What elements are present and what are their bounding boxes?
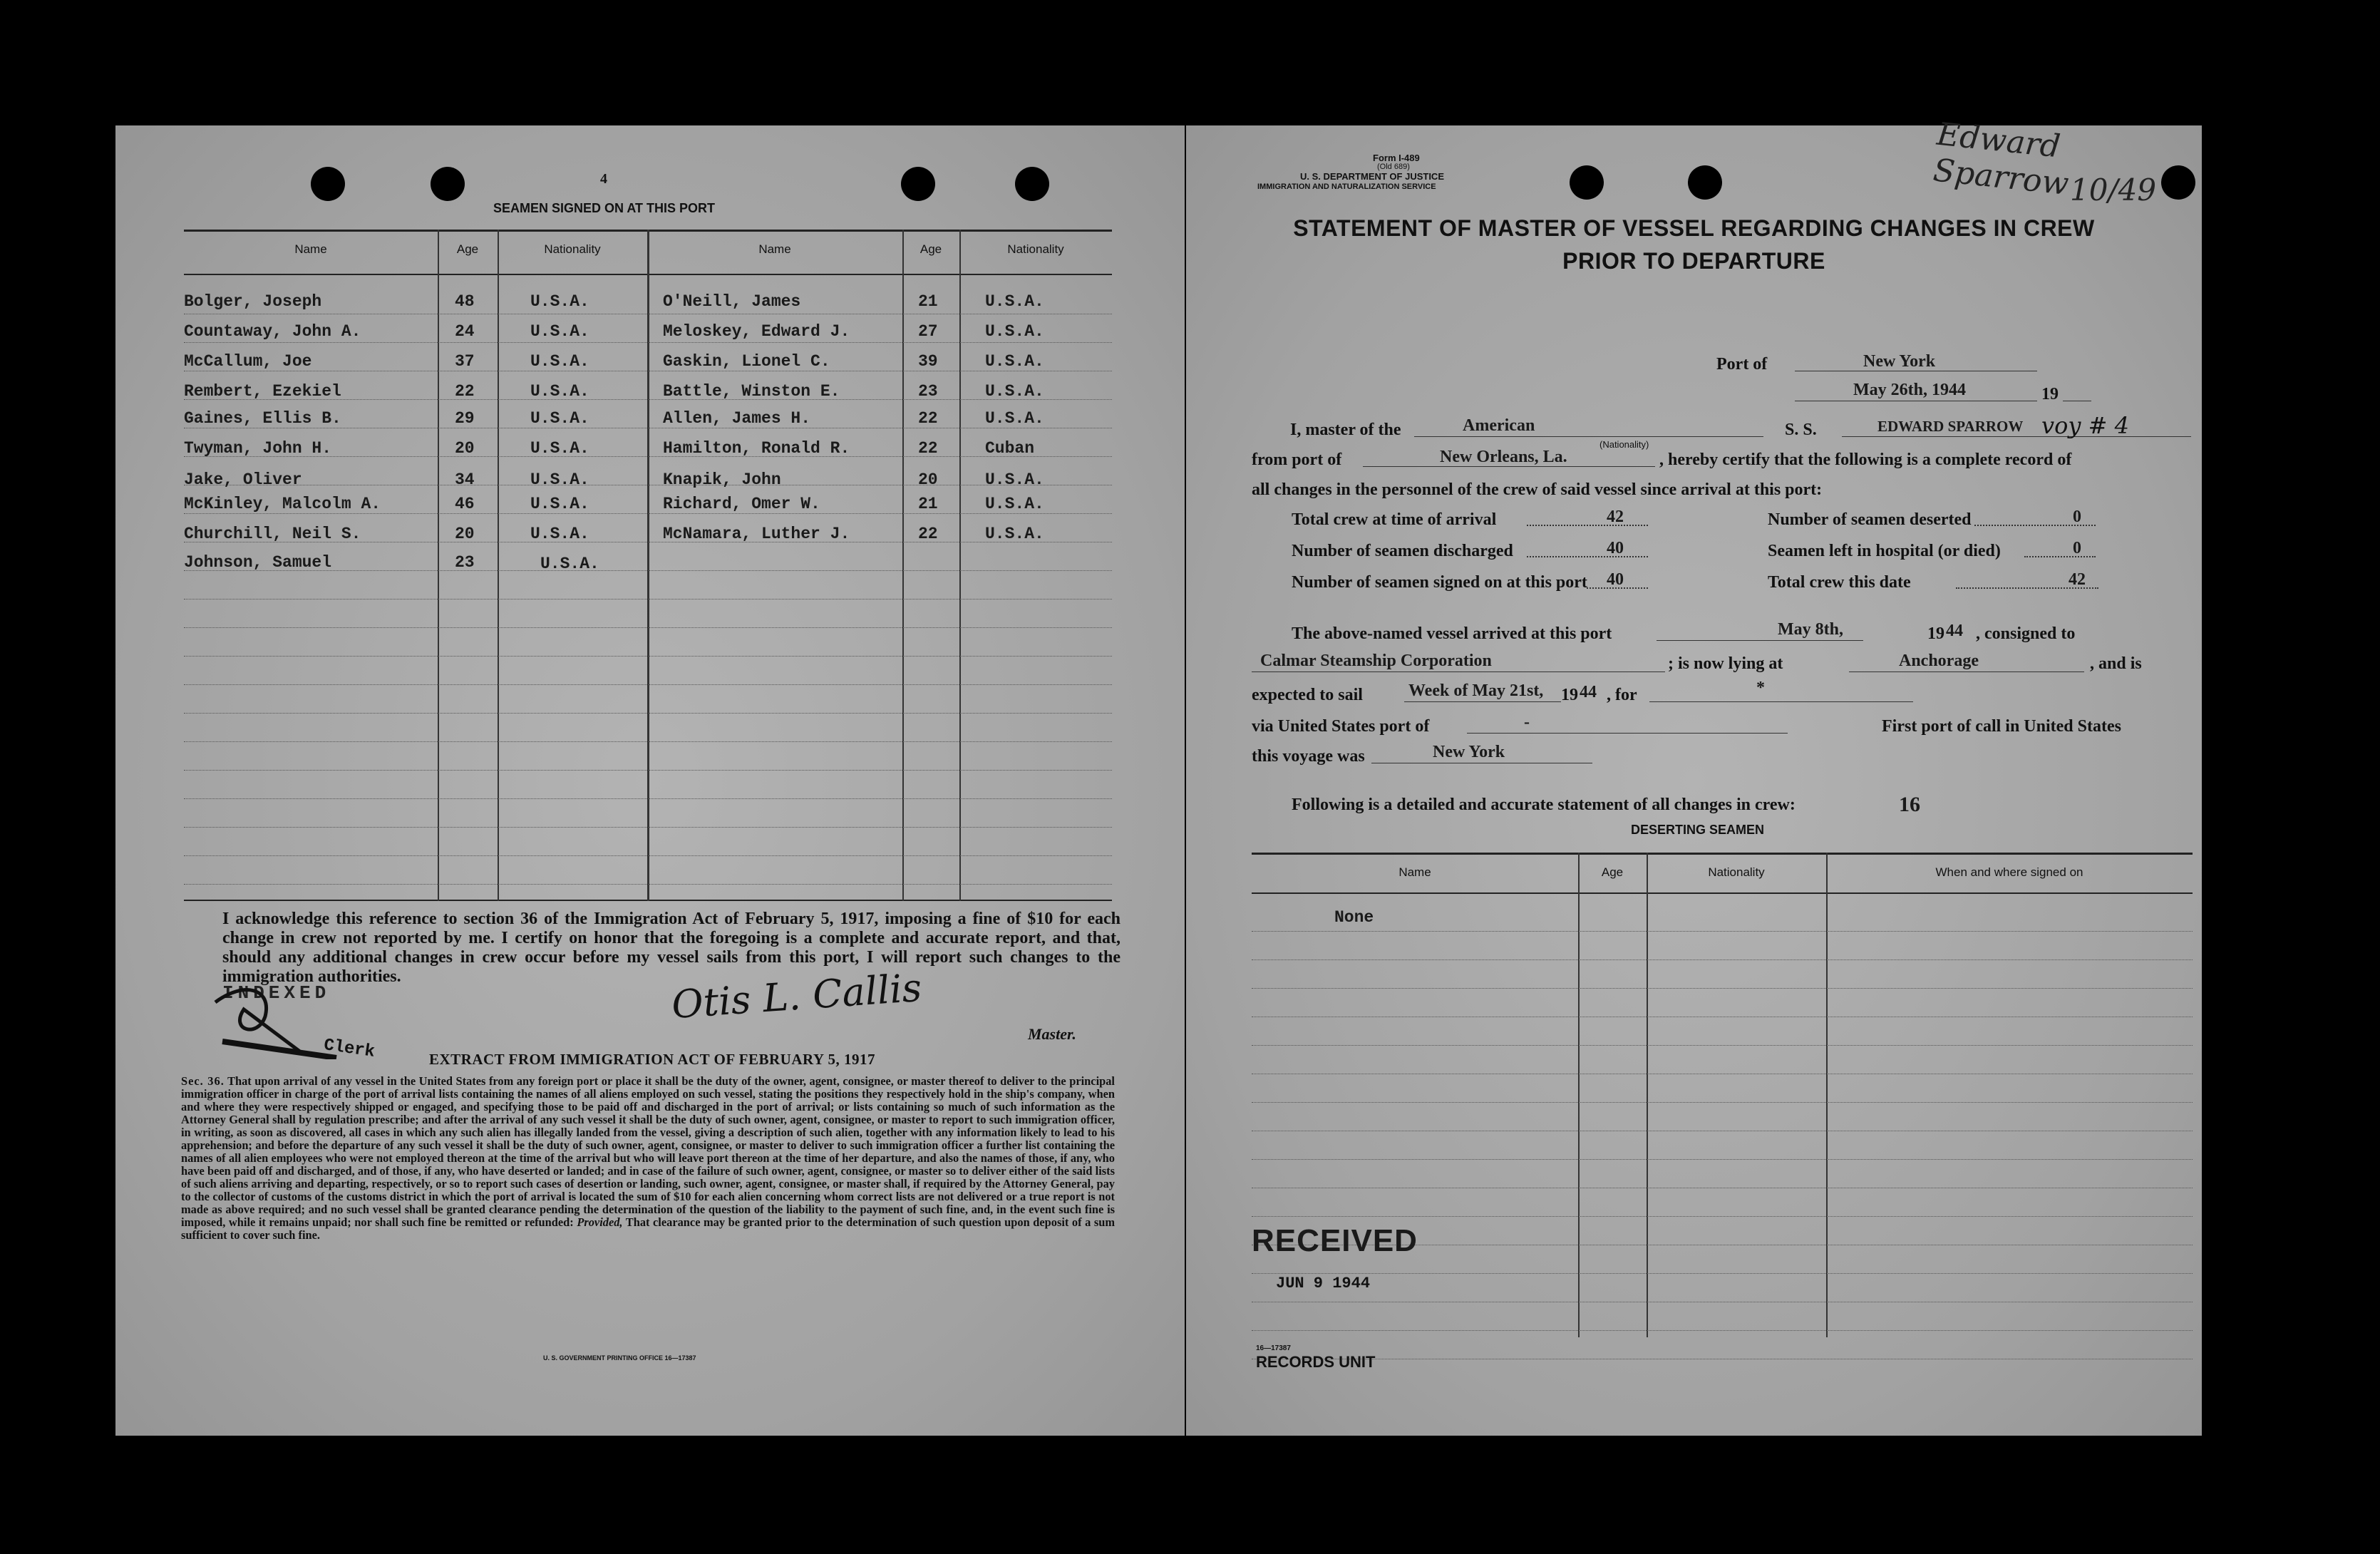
handwritten-number: 10/49 xyxy=(2070,173,2157,207)
seaman-nationality: Cuban xyxy=(985,439,1035,458)
voyage-was-value: New York xyxy=(1433,743,1505,761)
seaman-name: Allen, James H. xyxy=(663,409,811,428)
row-rule xyxy=(1252,1102,2193,1103)
seaman-age: 39 xyxy=(918,352,938,371)
punch-hole xyxy=(1570,165,1604,200)
stat-value: 42 xyxy=(2069,570,2086,589)
and-is-label: , and is xyxy=(2090,654,2142,673)
seaman-age: 22 xyxy=(918,439,938,458)
seaman-nationality: U.S.A. xyxy=(985,409,1044,428)
seaman-nationality: U.S.A. xyxy=(530,322,589,341)
column-header-name: Name xyxy=(1398,865,1431,879)
clerk-stamp: Clerk xyxy=(322,1036,376,1062)
row-rule xyxy=(184,627,1112,628)
first-port-label: First port of call in United States xyxy=(1882,717,2121,736)
seaman-age: 23 xyxy=(918,382,938,401)
row-rule xyxy=(1252,1273,2193,1274)
seaman-nationality: U.S.A. xyxy=(985,352,1044,371)
stat-value: 42 xyxy=(1607,508,1624,526)
seaman-age: 22 xyxy=(455,382,475,401)
master-signature: Otis L. Callis xyxy=(670,964,924,1028)
seaman-nationality: U.S.A. xyxy=(530,495,589,513)
row-rule xyxy=(1252,1216,2193,1217)
seaman-name: Churchill, Neil S. xyxy=(184,525,361,543)
row-rule xyxy=(184,684,1112,685)
seaman-name: Knapik, John xyxy=(663,470,781,489)
port-of-value: New York xyxy=(1863,352,1936,371)
department-label: U. S. DEPARTMENT OF JUSTICE xyxy=(1300,171,1444,182)
punch-hole xyxy=(1688,165,1722,200)
stat-label: Number of seamen deserted xyxy=(1768,510,1972,529)
seaman-age: 20 xyxy=(455,525,475,543)
seaman-age: 48 xyxy=(455,292,475,311)
arrived-year-prefix: 19 xyxy=(1927,624,1944,643)
expected-year-prefix: 19 xyxy=(1561,686,1578,704)
punch-hole xyxy=(311,167,345,201)
seaman-nationality: U.S.A. xyxy=(530,292,589,311)
row-rule xyxy=(184,884,1112,885)
stat-label: Seamen left in hospital (or died) xyxy=(1768,542,2001,560)
row-rule xyxy=(1252,988,2193,989)
seaman-nationality: U.S.A. xyxy=(985,525,1044,543)
statement-title: STATEMENT OF MASTER OF VESSEL REGARDING CHANGES IN CREW xyxy=(1293,215,2095,241)
nationality-value: American xyxy=(1463,416,1535,435)
seaman-name: Rembert, Ezekiel xyxy=(184,382,341,401)
column-header-signed-on: When and where signed on xyxy=(1935,865,2083,879)
deserting-entry: None xyxy=(1334,908,1374,927)
column-header-name: Name xyxy=(294,242,327,256)
nationality-hint: (Nationality) xyxy=(1599,439,1649,450)
seaman-name: Gaskin, Lionel C. xyxy=(663,352,830,371)
seaman-nationality: U.S.A. xyxy=(530,382,589,401)
records-unit-stamp: RECORDS UNIT xyxy=(1256,1353,1376,1371)
punch-hole xyxy=(901,167,935,201)
column-header-nationality: Nationality xyxy=(1007,242,1064,256)
row-rule xyxy=(1252,1330,2193,1331)
seaman-age: 24 xyxy=(455,322,475,341)
row-rule xyxy=(184,713,1112,714)
seaman-nationality: U.S.A. xyxy=(985,382,1044,401)
seaman-nationality: U.S.A. xyxy=(985,495,1044,513)
form-old-number: (Old 689) xyxy=(1377,163,1410,171)
seaman-name: McKinley, Malcolm A. xyxy=(184,495,381,513)
stat-label: Number of seamen signed on at this port xyxy=(1292,573,1587,592)
seaman-age: 29 xyxy=(455,409,475,428)
extract-title: EXTRACT FROM IMMIGRATION ACT OF FEBRUARY 5, 1917 xyxy=(429,1051,876,1068)
voyage-number: voy # 4 xyxy=(2041,412,2129,439)
seaman-name: Bolger, Joseph xyxy=(184,292,322,311)
right-page xyxy=(1186,115,2202,1436)
stat-value: 0 xyxy=(2073,539,2081,557)
row-rule xyxy=(1252,931,2193,932)
seaman-name: Twyman, John H. xyxy=(184,439,332,458)
form-footer: 16—17387 xyxy=(1256,1344,1291,1352)
row-rule xyxy=(1252,959,2193,960)
master-of-label: I, master of the xyxy=(1290,421,1401,439)
following-text: Following is a detailed and accurate statement of all changes in crew: xyxy=(1292,796,1796,814)
from-port-value: New Orleans, La. xyxy=(1440,448,1567,466)
seaman-nationality: U.S.A. xyxy=(530,439,589,458)
row-rule xyxy=(184,342,1112,343)
ship-name-value: EDWARD SPARROW xyxy=(1877,418,2024,435)
column-header-nationality: Nationality xyxy=(544,242,601,256)
lying-label: ; is now lying at xyxy=(1668,654,1783,673)
column-header-name: Name xyxy=(758,242,791,256)
seaman-name: Battle, Winston E. xyxy=(663,382,840,401)
arrived-label: The above-named vessel arrived at this port xyxy=(1292,624,1612,643)
column-header-nationality: Nationality xyxy=(1708,865,1765,879)
stat-label: Total crew at time of arrival xyxy=(1292,510,1497,529)
from-port-label: from port of xyxy=(1252,451,1342,469)
seaman-age: 46 xyxy=(455,495,475,513)
seaman-age: 37 xyxy=(455,352,475,371)
row-rule xyxy=(184,656,1112,657)
stat-value: 40 xyxy=(1607,539,1624,557)
extract-body: Sec. 36. That upon arrival of any vessel in the United States from any foreign port or place it shall be the duty of the owner, agent, consignee, or master thereof to deliver to the principal immigration officer in charge of the port of arrival lists containing the names of all aliens employed on such vessel, stating the positions they respectively hold in the ship's company, when and where they were respectively shipped or engaged, and specifying those to be paid off and discharged in the port of arrival; or lists containing so much of such information as the Attorney General shall by regulation prescribe; and after the arrival of any such vessel it shall be the duty of such owner, agent, consignee, or master to report to such immigration officer, in writing, as soon as discovered, all cases in which any such alien has illegally landed from the vessel, giving a description of such alien, together with any information likely to lead to his apprehension; and before the departure of any such vessel it shall be the duty of such owner, agent, consignee, or master to deliver to such immigration officer a further list containing the names of all alien employees who were not employed thereon at the time of the arrival but who will leave port thereon at the time of her departure, and also the names of those, if any, who have been paid off and discharged, and of those, if any, who have deserted or landed; and in case of the failure of such owner, agent, consignee, or master so to deliver either of the said lists of such aliens arriving and departing, respectively, or so to report such cases of desertion or landing, such owner, agent, consignee, or master shall, if required by the Attorney General, pay to the collector of customs of the customs district in which the port of arrival is located the sum of $10 for each alien concerning whom correct lists are not delivered or a true report is not made as above required; and no such vessel shall be granted clearance pending the determination of the question of the liability to the payment of such fine, and, in the event such fine is imposed, while it remains unpaid; nor shall such fine be remitted or refunded: Provided, That clearance may be granted prior to the determination of such question upon deposit of a sum sufficient to cover such fine. xyxy=(181,1074,1116,1242)
date-year-suffix: 19 xyxy=(2041,385,2059,403)
row-rule xyxy=(184,827,1112,828)
seaman-name: Meloskey, Edward J. xyxy=(663,322,850,341)
row-rule xyxy=(1252,1159,2193,1160)
arrived-year-value: 44 xyxy=(1946,622,1963,640)
row-rule xyxy=(184,741,1112,742)
stat-label: Number of seamen discharged xyxy=(1292,542,1513,560)
row-rule xyxy=(184,513,1112,514)
column-header-age: Age xyxy=(919,242,942,256)
seaman-name: Hamilton, Ronald R. xyxy=(663,439,850,458)
via-value: - xyxy=(1524,713,1530,731)
seaman-name: McNamara, Luther J. xyxy=(663,525,850,543)
row-rule xyxy=(184,798,1112,799)
page-number: 4 xyxy=(600,171,607,187)
seaman-age: 27 xyxy=(918,322,938,341)
seamen-heading: SEAMEN SIGNED ON AT THIS PORT xyxy=(493,201,716,215)
seaman-name: Gaines, Ellis B. xyxy=(184,409,341,428)
seamen-signed-on-table xyxy=(184,230,1112,901)
seaman-nationality: U.S.A. xyxy=(530,470,589,489)
ss-label: S. S. xyxy=(1785,421,1817,439)
voyage-was-label: this voyage was xyxy=(1252,747,1365,766)
seaman-nationality: U.S.A. xyxy=(985,322,1044,341)
date-value: May 26th, 1944 xyxy=(1853,381,1966,399)
acknowledgement-text: I acknowledge this reference to section 36 of the Immigration Act of February 5, 1917, imposing a fine of $10 for each change in crew not reported by me. I certify on honor that the foregoing is a complete and accurate report, and that, should any additional changes in crew occur before my vessel sails from this port, I will report such changes to the immigration authorities. xyxy=(222,910,1121,986)
seaman-age: 20 xyxy=(918,470,938,489)
seaman-nationality: U.S.A. xyxy=(530,352,589,371)
port-of-label: Port of xyxy=(1716,355,1768,374)
seaman-age: 22 xyxy=(918,409,938,428)
seaman-nationality: U.S.A. xyxy=(540,555,599,573)
seaman-age: 20 xyxy=(455,439,475,458)
row-rule xyxy=(184,599,1112,600)
master-label: Master. xyxy=(1028,1025,1076,1043)
column-header-age: Age xyxy=(456,242,479,256)
service-label: IMMIGRATION AND NATURALIZATION SERVICE xyxy=(1257,182,1436,191)
seaman-age: 23 xyxy=(455,553,475,572)
seaman-age: 21 xyxy=(918,292,938,311)
seaman-age: 34 xyxy=(455,470,475,489)
indexed-stamp: INDEXED xyxy=(222,982,331,1004)
row-rule xyxy=(184,855,1112,856)
seaman-nationality: U.S.A. xyxy=(530,525,589,543)
statement-subtitle: PRIOR TO DEPARTURE xyxy=(1562,248,1825,274)
handwritten-ship-name: Edward Sparrow xyxy=(1931,115,2071,203)
expected-value: Week of May 21st, xyxy=(1408,681,1544,700)
seaman-name: Johnson, Samuel xyxy=(184,553,332,572)
arrived-date-value: May 8th, xyxy=(1778,620,1843,639)
received-stamp: RECEIVED xyxy=(1252,1223,1418,1258)
for-value: * xyxy=(1756,679,1765,697)
seaman-name: Countaway, John A. xyxy=(184,322,361,341)
expected-year-value: 44 xyxy=(1580,683,1597,701)
lying-value: Anchorage xyxy=(1899,652,1979,670)
row-rule xyxy=(184,770,1112,771)
all-changes-text: all changes in the personnel of the crew of said vessel since arrival at this port: xyxy=(1252,480,1823,499)
seaman-age: 22 xyxy=(918,525,938,543)
clerk-stamp-mark xyxy=(201,974,344,1059)
stat-value: 0 xyxy=(2073,508,2081,526)
seaman-name: McCallum, Joe xyxy=(184,352,312,371)
seaman-name: O'Neill, James xyxy=(663,292,801,311)
seaman-nationality: U.S.A. xyxy=(985,292,1044,311)
stat-value: 40 xyxy=(1607,570,1624,589)
left-page xyxy=(115,125,1185,1436)
received-date: JUN 9 1944 xyxy=(1276,1275,1371,1292)
stat-label: Total crew this date xyxy=(1768,573,1911,592)
certify-text: , hereby certify that the following is a complete record of xyxy=(1659,451,2072,469)
deserting-heading: DESERTING SEAMEN xyxy=(1631,823,1765,837)
following-count: 16 xyxy=(1899,793,1920,816)
seaman-nationality: U.S.A. xyxy=(985,470,1044,489)
seaman-name: Richard, Omer W. xyxy=(663,495,820,513)
consigned-label: , consigned to xyxy=(1976,624,2076,643)
seaman-age: 21 xyxy=(918,495,938,513)
seaman-name: Jake, Oliver xyxy=(184,470,302,489)
column-header-age: Age xyxy=(1601,865,1624,879)
row-rule xyxy=(1252,1045,2193,1046)
deserting-seamen-table xyxy=(1252,853,2193,1337)
for-label: , for xyxy=(1607,686,1637,704)
gpo-footer: U. S. GOVERNMENT PRINTING OFFICE 16—17387 xyxy=(543,1354,696,1362)
punch-hole xyxy=(1015,167,1049,201)
consignee-value: Calmar Steamship Corporation xyxy=(1260,652,1492,670)
via-label: via United States port of xyxy=(1252,717,1430,736)
seaman-nationality: U.S.A. xyxy=(530,409,589,428)
form-number: Form I-489 xyxy=(1373,153,1420,163)
expected-label: expected to sail xyxy=(1252,686,1363,704)
punch-hole xyxy=(431,167,465,201)
